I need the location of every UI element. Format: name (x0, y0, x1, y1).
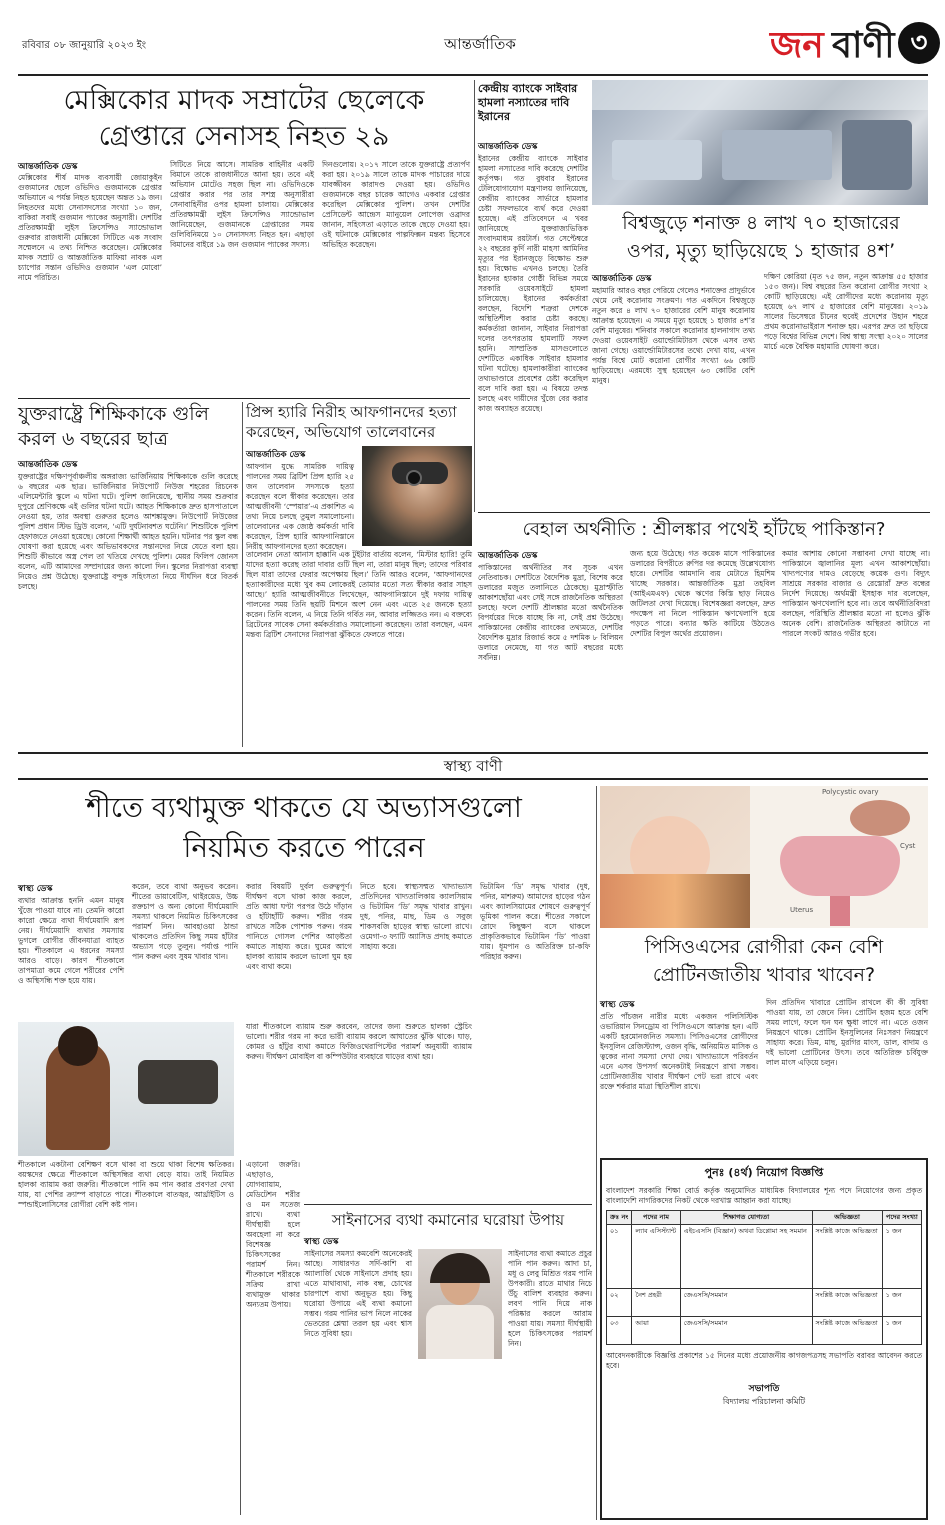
cell-serial: ০১ (607, 1224, 632, 1288)
cell-post: আয়া (632, 1316, 680, 1344)
covid-headline-line2: ওপর, মৃত্যু ছাড়িয়েছে ১ হাজার ৪শ’ (626, 240, 896, 262)
pcos-headline-line2: প্রোটিনজাতীয় খাবার খাবেন? (652, 964, 876, 986)
divider-winter-lower (240, 1160, 241, 1515)
sinus-col1: সাইনাসের সমস্যা কমবেশি অনেকেরই আছে। সাধারণত সর্দি-কাশি বা অ্যালার্জি থেকে সাইনাসে প্রদাহ হয়। এতে মাথাব্যথা, নাক বন্ধ, চোখের চারপাশে ব্যথা অনুভূত হয়। কিছু ঘরোয়া উপায়ে এই ব্যথা কমানো সম্ভব। গরম পানির ভাপ নিলে নাকের ভেতরের শ্লেষ্মা তরল হয় এবং শ্বাস নিতে সুবিধা হয়। (304, 1249, 412, 1338)
sinus-photo (418, 1249, 502, 1359)
mexico-col2: সিটিতে নিয়ে আসে। সামরিক বাহিনীর একটি বিমানে তাকে রাজধানীতে আনা হয়। তবে এই অভিযান মোটেও সহজ ছিল না। ওভিদিওকে গ্রেপ্তার করার পর তার সশস্ত্র অনুসারীরা সেনাবাহিনীর ওপর হামলা চালায়। মেক্সিকোর প্রতিরক্ষামন্ত্রী লুইস ক্রিসেন্সিও স্যান্ডোভাল জানিয়েছেন, গুজমানকে গ্রেপ্তারের সময় গুলিবিনিময়ে ১০ সেনাসদস্য নিহত হন। এছাড়া বিমানের বাইরে ১৯ জন গুজমান প্যাকের সদস্য। (170, 160, 314, 249)
cell-serial: ০৩ (607, 1316, 632, 1344)
winter-headline-line1: শীতে ব্যথামুক্ত থাকতে যে অভ্যাসগুলো (86, 791, 522, 824)
harry-headline: প্রিন্স হ্যারি নিরীহ আফগানদের হত্যা করেছেন, অভিযোগ তালেবানের (246, 403, 457, 441)
article-winter (18, 786, 590, 1156)
pakistan-headline: বেহাল অর্থনীতি : শ্রীলঙ্কার পথেই হাঁটছে পাকিস্তান? (522, 519, 886, 540)
label-cyst: Cyst (900, 842, 916, 850)
covid-desk: আন্তর্জাতিক ডেস্ক (592, 274, 652, 284)
winter-woman-photo (18, 1022, 234, 1156)
health-banner-title: স্বাস্থ্য বাণী (443, 757, 503, 775)
cell-post: ল্যাব এসিস্ট্যান্ট (632, 1224, 680, 1288)
sinus-desk: স্বাস্থ্য ডেস্ক (304, 1237, 339, 1247)
page-number-badge (898, 22, 940, 64)
pcos-illustration (600, 786, 928, 928)
pcos-desk: স্বাস্থ্য ডেস্ক (600, 1000, 635, 1010)
notice-header-count: পদের সংখ্যা (882, 1211, 921, 1225)
masthead-section: আন্তর্জাতিক (444, 35, 516, 53)
winter-lower-col3: এড়ানো জরুরি। এছাড়াও, যোগব্যায়াম, মেডিটেশন শরীর ও মন সতেজ রাখে। ব্যথা দীর্ঘস্থায়ী হলে অবহেলা না করে বিশেষজ্ঞ চিকিৎসকের পরামর্শ নিন। শীতকালে শরীরকে সক্রিয় রাখা ব্যথামুক্ত থাকার অন্যতম উপায়। (246, 1160, 300, 1309)
cell-count: ১ জন (882, 1288, 921, 1316)
notice-intro: বাংলাদেশ সরকারি শিক্ষা বোর্ড কর্তৃক অনুমোদিত মাধ্যমিক বিদ্যালয়ের শূন্য পদে নিয়োগের জন্য প্রকৃত বাংলাদেশি নাগরিকদের নিকট থেকে দরখাস্ত আহ্বান করা যাচ্ছে। (606, 1186, 922, 1205)
pcos-col2: দিন প্রতিদিন খাবারে প্রোটিন রাখলে কী কী সুবিধা পাওয়া যায়, তা জেনে নিন। প্রোটিন হজম হতে বেশি সময় লাগে, ফলে ঘন ঘন ক্ষুধা লাগে না। এতে ওজন নিয়ন্ত্রণে থাকে। প্রোটিন ইনসুলিনের নিঃসরণ নিয়ন্ত্রণে সাহায্য করে। ডিম, মাছ, মুরগির মাংস, ডাল, বাদাম ও দই ভালো প্রোটিনের উৎস। তবে অতিরিক্ত চর্বিযুক্ত লাল মাংস এড়িয়ে চলুন। (766, 998, 928, 1067)
harry-col1: আফগান যুদ্ধে সামরিক দায়িত্ব পালনের সময় ব্রিটিশ প্রিন্স হ্যারি ২৫ জন তালেবান সদস্যকে হত্যা করেছেন বলে স্বীকার করেছেন। তার আত্মজীবনী ‘স্পেয়ার’-এ প্রকাশিত এ তথ্য নিয়ে চলছে তুমুল সমালোচনা। তালেবানের এক জ্যেষ্ঠ কর্মকর্তা দাবি করেছেন, প্রিন্স হ্যারি আফগানিস্তানে নিরীহ আফগানদের হত্যা করেছেন। (246, 462, 354, 551)
notice-header-qualification: শিক্ষাগত যোগ্যতা (680, 1211, 812, 1225)
cell-post: নৈশ প্রহরী (632, 1288, 680, 1316)
table-row (607, 1288, 922, 1316)
divider-mexico-bottom (18, 398, 470, 399)
mexico-headline-line1: মেক্সিকোর মাদক সম্রাটের ছেলেকে (63, 85, 425, 116)
mexico-headline-line2: গ্রেপ্তারে সেনাসহ নিহত ২৯ (98, 121, 390, 152)
harry-desk: আন্তর্জাতিক ডেস্ক (246, 450, 306, 460)
table-row (607, 1224, 922, 1288)
covid-headline-line1: বিশ্বজুড়ে শনাক্ত ৪ লাখ ৭০ হাজারের (622, 212, 900, 234)
masthead-date: রবিবার ০৮ জানুয়ারি ২০২৩ ইং (22, 40, 147, 51)
winter-lower-col2: যারা শীতকালে ব্যায়াম শুরু করবেন, তাদের জন্য শুরুতে হালকা স্ট্রেচিং ভালো। শরীর গরম না করে ভারী ব্যায়াম করলে আঘাতের ঝুঁকি থাকে। ঘাড়, কোমর ও হাঁটুর ব্যথা কমাতে ফিজিওথেরাপিস্টের পরামর্শ অনুযায়ী ব্যায়াম করুন। দীর্ঘক্ষণ মোবাইল বা কম্পিউটার ব্যবহারে ঘাড়ের ব্যথা হয়। (246, 1022, 472, 1061)
notice-footer: আবেদনকারীকে বিজ্ঞপ্তি প্রকাশের ১৫ দিনের মধ্যে প্রয়োজনীয় কাগজপত্রসহ সভাপতি বরাবর আবেদন করতে হবে। (606, 1350, 922, 1370)
pcos-col1: প্রতি পাঁচজন নারীর মধ্যে একজন পলিসিস্টিক ওভারিয়ান সিনড্রোম বা পিসিওএসে আক্রান্ত হন। এটি একটি হরমোনজনিত সমস্যা। পিসিওএসের রোগীদের ইনসুলিন রেজিস্ট্যান্স, ওজন বৃদ্ধি, অনিয়মিত মাসিক ও ত্বকের নানা সমস্যা দেখা দেয়। খাদ্যাভ্যাসে পরিবর্তন এনে এসব উপসর্গ অনেকটাই নিয়ন্ত্রণে রাখা সম্ভব। প্রোটিনজাতীয় খাবার দীর্ঘক্ষণ পেট ভরা রাখে এবং রক্তে শর্করার মাত্রা স্থিতিশীল রাখে। (600, 1012, 758, 1091)
article-mexico (18, 80, 470, 398)
usa-headline: যুক্তরাষ্ট্রে শিক্ষিকাকে গুলি করল ৬ বছরের ছাত্র (18, 403, 209, 450)
article-usa (18, 402, 238, 747)
winter-col4: নিতে হবে। স্বাস্থ্যসম্মত খাদ্যাভ্যাস প্রতিদিনের খাদ্যতালিকায় ক্যালসিয়াম ও ভিটামিন ‘ডি’ সমৃদ্ধ খাবার রাখুন। দুধ, পনির, মাছ, ডিম ও সবুজ শাকসবজি হাড়ের স্বাস্থ্য ভালো রাখে। ওমেগা-৩ ফ্যাটি অ্যাসিড প্রদাহ কমাতে সাহায্য করে। (360, 882, 472, 951)
winter-lower-col1: শীতকালে একটানা বেশিক্ষণ বসে থাকা বা শুয়ে থাকা বিশেষ ক্ষতিকর। বয়স্কদের ক্ষেত্রে শীতকালে অস্থিসন্ধির ব্যথা বেড়ে যায়। তাই নিয়মিত হালকা ব্যায়াম করা জরুরি। শীতকালে পানি কম পান করার প্রবণতা দেখা যায়, যা পেশির ক্র্যাম্প বাড়াতে পারে। শীতকালে বাতজ্বর, আর্থ্রাইটিস ও স্পন্ডাইলোসিসের রোগীরা বেশি কষ্ট পান। (18, 1160, 234, 1209)
divider-usa-harry (242, 402, 243, 747)
notice-header-serial: ক্রঃ নং (607, 1211, 632, 1225)
sinus-headline: সাইনাসের ব্যথা কমানোর ঘরোয়া উপায় (331, 1211, 565, 1229)
logo-text-part2: বাণী (832, 25, 895, 66)
article-pcos (600, 932, 928, 1154)
masthead (0, 0, 945, 80)
masthead-rule (18, 74, 928, 76)
divider-vertical (474, 80, 475, 512)
mexico-col1: মেক্সিকোর শীর্ষ মাদক ব্যবসায়ী জোয়াকুইন গুজমানের ছেলে ওভিদিও গুজমানকে গ্রেপ্তার অভিযানে এ পর্যন্ত নিহত হয়েছেন অন্তত ১৯ জন। নিহতদের মধ্যে সেনাসদস্যের সংখ্যা ১০ জন, বাকিরা সবাই গুজমান প্যাকের অনুসারী। দেশটির প্রতিরক্ষামন্ত্রী লুইস ক্রিসেন্সিও স্যান্ডোভাল গুরুবার রাজধানী মেক্সিকো সিটিতে এক সংবাদ সম্মেলনে এ তথ্য নিশ্চিত করেছেন। মেক্সিকোর মাদক সম্রাট ও আন্তর্জাতিক মাফিয়া নাবক এল চ্যাপোর সন্তান ওভিদিও গুজমান ‘এল মোবো’ নামে পরিচিত। (18, 173, 162, 282)
masthead-logo (770, 18, 945, 70)
hospital-photo (592, 80, 928, 205)
sinus-col2: সাইনাসের ব্যথা কমাতে প্রচুর পানি পান করুন। আদা চা, মধু ও লেবু মিশ্রিত গরম পানি উপকারী। রাতে মাথার নিচে উঁচু বালিশ ব্যবহার করুন। লবণ পানি দিয়ে নাক পরিষ্কার করলে আরাম পাওয়া যায়। সমস্যা দীর্ঘস্থায়ী হলে চিকিৎসকের পরামর্শ নিন। (508, 1249, 592, 1348)
cell-experience: সংশ্লিষ্ট কাজে অভিজ্ঞতা (812, 1316, 882, 1344)
cell-qualification: জেএসসি/সমমান (680, 1288, 812, 1316)
notice-school: বিদ্যালয় পরিচালনা কমিটি (722, 1396, 806, 1406)
article-covid (592, 208, 930, 508)
mexico-col3: দিনগুলোয়। ২০১৭ সালে তাকে যুক্তরাষ্ট্রে প্রত্যর্পণ করা হয়। ২০১৯ সালে তাকে মাদক পাচারের দায়ে যাবজ্জীবন কারাদণ্ড দেওয়া হয়। ওভিদিও গুজমানকে বছর চারেক আগেও একবার গ্রেপ্তার করেছিল মেক্সিকোর পুলিশ। তখন দেশটির প্রেসিডেন্ট আন্দ্রেস ম্যানুয়েল লোপেজ ওব্রাদর জানান, সহিংসতা এড়াতে তাকে ছেড়ে দেওয়া হয়। ওই ঘটনাকে মেক্সিকোর পাল্পফিক্সন মন্তব্য হিসেবে অভিহিত করেছেন। (322, 160, 470, 249)
usa-body: যুক্তরাষ্ট্রের দক্ষিণপূর্বাঞ্চলীয় অঙ্গরাজ্য ভার্জিনিয়ায় শিক্ষিকাকে গুলি করেছে ৬ বছরের এক ছাত্র। ভার্জিনিয়ার নিউপোর্ট নিউজ শহরের রিচনেক এলিমেন্টারি স্কুলে এ ঘটনা ঘটে। পুলিশ জানিয়েছে, স্থানীয় সময় শুক্রবার দুপুরে শ্রেণিকক্ষে এই গুলির ঘটনা ঘটে। আহত শিক্ষিকাকে দ্রুত হাসপাতালে নেওয়া হয়, তার অবস্থা গুরুতর হলেও আশঙ্কামুক্ত। নিউপোর্ট নিউজের পুলিশ প্রধান স্টিভ ড্রিউ বলেন, ‘এটি দুর্ঘটনাবশত ঘটেনি।’ শিশুটিকে পুলিশ হেফাজতে নেওয়া হয়েছে। কোনো শিক্ষার্থী আহত হয়নি। ঘটনার পর স্কুল বন্ধ ঘোষণা করা হয়েছে এবং অভিভাবকদের সন্তানদের নিয়ে যেতে বলা হয়। শিশুটি কীভাবে অস্ত্র পেল তা খতিয়ে দেখছে পুলিশ। মেয়র ফিলিপ জোনস বলেন, এটি আমাদের সম্প্রদায়ের জন্য কালো দিন। স্কুলের নিরাপত্তা ব্যবস্থা নিয়েও প্রশ্ন উঠেছে। যুক্তরাষ্ট্রে বন্দুক সহিংসতা নিয়ে দীর্ঘদিন ধরে বিতর্ক চলছে। (18, 472, 238, 591)
cyber-headline: কেন্দ্রীয় ব্যাংকে সাইবার হামলা নস্যাতের দাবি ইরানের (478, 82, 578, 123)
notice-title: পুনঃ (৪র্থ) নিয়োগ বিজ্ঞপ্তি (704, 1166, 824, 1179)
winter-col3: করার বিষয়টি দুর্বল গুরুত্বপূর্ণ। দীর্ঘক্ষণ বসে থাকা কাজ করলে, প্রতি আধা ঘণ্টা পরপর উঠে দাঁড়ান ও হাঁটাহাঁটি করুন। শরীর গরম রাখতে সঠিক পোশাক পরুন। গরম পানিতে গোসল পেশির আড়ষ্টতা কমাতে সাহায্য করে। ঘুমের আগে হালকা ব্যায়াম করলে ভালো ঘুম হয় এবং ব্যথা কমে। (246, 882, 352, 971)
notice-signer: সভাপতি (748, 1383, 780, 1394)
prince-harry-photo (362, 446, 472, 546)
winter-headline-line2: নিয়মিত করতে পারেন (183, 831, 425, 864)
table-row (607, 1316, 922, 1344)
health-banner (18, 752, 928, 780)
cyber-body: ইরানের কেন্দ্রীয় ব্যাংকে সাইবার হামলা নস্যাতের দাবি করেছে দেশটির কর্তৃপক্ষ। গত বুধবার ইরানের টেলিযোগাযোগ মন্ত্রণালয় জানিয়েছে, কেন্দ্রীয় ব্যাংকের সার্ভারে হামলার চেষ্টা সফলভাবে ব্যর্থ করে দেওয়া হয়েছে। এই প্রতিবেদনে এ খবর জানিয়েছে যুক্তরাজ্যভিত্তিক সংবাদমাধ্যম রয়টার্স। গত সেপ্টেম্বরে ২২ বছরের কুর্দি নারী মাহসা আমিনির মৃত্যুর পর ইরানজুড়ে বিক্ষোভ শুরু হয়। বিক্ষোভ এখনও চলছে। তৈরি ইরানের হ্যাকার গোষ্ঠী বিভিন্ন সময়ে সরকারি ওয়েবসাইটে হামলা চালিয়েছে। ইরানের কর্মকর্তারা বলছেন, বিদেশি শত্রুরা দেশকে অস্থিতিশীল করার চেষ্টা করছে। কর্মকর্তারা জানান, সাইবার নিরাপত্তা দলের তৎপরতায় হামলাটি সফল হয়নি। সাম্প্রতিক মাসগুলোতে দেশটিতে একাধিক সাইবার হামলার ঘটনা ঘটেছে। হামলাকারীরা ব্যাংকের তথ্যভাণ্ডারে প্রবেশের চেষ্টা করেছিল বলে দাবি করা হয়। এ বিষয়ে তদন্ত চলছে এবং দায়ীদের খুঁজে বের করার কাজ অব্যাহত রয়েছে। (478, 154, 588, 413)
job-notice (600, 1158, 928, 1520)
page-number: ৩ (910, 28, 928, 58)
mexico-desk: আন্তর্জাতিক ডেস্ক (18, 162, 78, 172)
label-uterus: Uterus (790, 906, 814, 914)
article-harry (246, 402, 472, 747)
winter-desk: স্বাস্থ্য ডেস্ক (18, 884, 53, 894)
pakistan-col1: পাকিস্তানের অর্থনীতির সব সূচক এখন নেতিবাচক। দেশটিতে বৈদেশিক মুদ্রা, বিশেষ করে ডলারের মজুত তলানিতে ঠেকেছে। মুদ্রাস্ফীতি আকাশছোঁয়া এবং সেই সঙ্গে রাজনৈতিক অস্থিরতা চলছে। ফলে দেশটি শ্রীলঙ্কার মতো অর্থনৈতিক বিপর্যয়ের দিকে যাচ্ছে কি না, সেই প্রশ্ন উঠেছে। পাকিস্তানের কেন্দ্রীয় ব্যাংকের তথ্যমতে, দেশটির বৈদেশিক মুদ্রার রিজার্ভ কমে ৫ দশমিক ৮ বিলিয়ন ডলারে নেমেছে, যা গত আট বছরের মধ্যে সর্বনিম্ন। (478, 563, 623, 662)
notice-table (606, 1210, 922, 1345)
cell-serial: ০২ (607, 1288, 632, 1316)
cyber-desk: আন্তর্জাতিক ডেস্ক (478, 142, 538, 152)
cell-experience: সংশ্লিষ্ট কাজে অভিজ্ঞতা (812, 1288, 882, 1316)
pcos-headline-line1: পিসিওএসের রোগীরা কেন বেশি (644, 936, 884, 958)
logo-text-part1: জন (770, 25, 824, 66)
divider-winter-pcos (596, 786, 597, 1520)
cell-count: ১ জন (882, 1316, 921, 1344)
cell-experience: সংশ্লিষ্ট কাজে অভিজ্ঞতা (812, 1224, 882, 1288)
covid-col2: দক্ষিণ কোরিয়া (মৃত ৭৫ জন, নতুন আক্রান্ত ৫৫ হাজার ১৫৩ জন)। বিশ্ব বছরের তিন করোনা রোগীর সংখ্যা ২ কোটি ছাড়িয়েছে। এই রোগীদের মধ্যে করোনায় মৃত্যু হয়েছে ৬৭ লাখ ৫ হাজারের বেশি মানুষের। ২০১৯ সালের ডিসেম্বরে চীনের হুবেই প্রদেশের উহান শহরে প্রথম করোনাভাইরাস শনাক্ত হয়। এরপর দ্রুত তা ছড়িয়ে পড়ে বিশ্বের বিভিন্ন দেশে। বিশ্ব স্বাস্থ্য সংস্থা ২০২০ সালের মার্চে একে বৈশ্বিক মহামারি ঘোষণা করে। (764, 272, 928, 351)
pakistan-desk: আন্তর্জাতিক ডেস্ক (478, 551, 538, 561)
cell-qualification: জেএসসি/সমমান (680, 1316, 812, 1344)
cell-count: ১ জন (882, 1224, 921, 1288)
article-pakistan (478, 515, 930, 747)
notice-header-experience: অভিজ্ঞতা (812, 1211, 882, 1225)
usa-desk: আন্তর্জাতিক ডেস্ক (18, 460, 78, 470)
winter-col2: করেন, তবে ব্যথা অনুভব করেন। শীতের ডায়াবেটিস, থাইরয়েড, উচ্চ রক্তচাপ ও অন্য কোনো দীর্ঘমেয়াদি সমস্যা থাকলে নিয়মিত চিকিৎসকের পরামর্শ নিন। আবহাওয়া ঠান্ডা থাকলেও প্রতিদিন কিছু সময় হাঁটার অভ্যাস গড়ে তুলুন। পর্যাপ্ত পানি পান করুন এবং সুষম খাবার খান। (132, 882, 238, 961)
harry-col2: তালেবান নেতা আনাস হাক্কানি এক টুইটার বার্তায় বলেন, ‘মিস্টার হ্যারি! তুমি যাদের হত্যা করেছ তারা দাবার গুটি ছিল না, তারা মানুষ ছিল; তাদের পরিবার ছিল যারা তাদের ফেরার অপেক্ষায় ছিল।’ তিনি আরও বলেন, ‘আফগানদের হত্যাকারীদের মধ্যে খুব কম লোকেরই তোমার মতো সত্য স্বীকার করার সাহস আছে।’ হ্যারি আত্মজীবনীতে লিখেছেন, আফগানিস্তানে দুই দফায় দায়িত্ব পালনের সময় তিনি ছয়টি মিশনে অংশ নেন এবং এতে ২৫ জনকে হত্যা করেন। তিনি বলেন, এ নিয়ে তিনি গর্বিত নন, আবার লজ্জিতও নন। এ বক্তব্যে ব্রিটেনের সাবেক সেনা কর্মকর্তারাও সমালোচনা করেছেন। তারা বলছেন, এমন মন্তব্য ব্রিটিশ সেনাদের নিরাপত্তা ঝুঁকিতে ফেলতে পারে। (246, 550, 472, 639)
winter-col5: ভিটামিন ‘ডি’ সমৃদ্ধ খাবার (দুধ, পনির, মাশরুম) আমাদের হাড়ের গঠন এবং ক্যালসিয়ামের শোষণে গুরুত্বপূর্ণ ভূমিকা পালন করে। শীতের সকালে রোদে কিছুক্ষণ বসে থাকলে প্রাকৃতিকভাবে ভিটামিন ‘ডি’ পাওয়া যায়। ধূমপান ও অতিরিক্ত চা-কফি পরিহার করুন। (480, 882, 590, 961)
covid-col1: মহামারি আরও বছর পেরিয়ে গেলেও শনাক্তের প্রাদুর্ভাবে থেমে নেই করোনায় সংক্রমণ। গত একদিনে বিশ্বজুড়ে নতুন করে ৪ লাখ ৭০ হাজারের বেশি মানুষ করোনায় আক্রান্ত হয়েছেন। এ সময়ে মৃত্যু হয়েছে ১ হাজার ৪শ’র বেশি মানুষের। শনিবার সকালে করোনার হালনাগাদ তথ্য দেওয়া ওয়েবসাইট ওয়ার্ল্ডোমিটারস থেকে এসব তথ্য জানা গেছে। ওয়ার্ল্ডোমিটারসের তথ্যে দেখা যায়, এখন পর্যন্ত বিশ্বে মোট করোনা রোগীর সংখ্যা ৬৬ কোটি ছাড়িয়েছে। এরমধ্যে সুস্থ হয়েছেন ৬৩ কোটির বেশি মানুষ। (592, 286, 755, 385)
divider-covid-bottom (478, 512, 930, 513)
label-polycystic-ovary: Polycystic ovary (822, 788, 879, 796)
cell-qualification: এইচএসসি (বিজ্ঞান) অথবা ডিপ্লোমা সহ সমমান (680, 1224, 812, 1288)
notice-header-post: পদের নাম (632, 1211, 680, 1225)
article-sinus (304, 1204, 592, 1522)
article-cyber (478, 80, 588, 512)
pakistan-col2: জন্য হয়ে উঠেছে। গত কয়েক মাসে পাকিস্তানের ডলারের বিপরীতে রুপির দর কমেছে উল্লেখযোগ্য হারে। দেশটির আমদানি ব্যয় মেটাতে হিমশিম খাচ্ছে সরকার। আন্তর্জাতিক মুদ্রা তহবিল (আইএমএফ) থেকে ঋণের কিস্তি ছাড় নিয়েও জটিলতা দেখা দিয়েছে। বিশেষজ্ঞরা বলছেন, দ্রুত পদক্ষেপ না নিলে পাকিস্তান ঋণখেলাপি হয়ে পড়তে পারে। বন্যার ক্ষতি কাটিয়ে উঠতেও দেশটির বিপুল অর্থের প্রয়োজন। (630, 549, 775, 638)
winter-col1: ব্যথার আক্রান্ত হননি এমন মানুষ খুঁজে পাওয়া যাবে না। তেমনি কারো কারো ক্ষেত্রে ব্যথা দীর্ঘমেয়াদি রূপ নেয়। দীর্ঘমেয়াদি ব্যথার সমস্যায় ভুগলে রোগীর জীবনযাত্রা ব্যাহত হয়। শীতকালে এ ধরনের সমস্যা আরও বাড়ে। কারণ শীতকালে তাপমাত্রা কমে গেলে শরীরের পেশি ও অস্থিসন্ধি শক্ত হয়ে যায়। (18, 896, 124, 985)
pakistan-col3: কমার আশায় কোনো সম্ভাবনা দেখা যাচ্ছে না। পাকিস্তানে জ্বালানির মূল্য এখন আকাশছোঁয়া। খাদ্যপণ্যের দামও বেড়েছে কয়েক গুণ। বিদ্যুৎ সাশ্রয়ে সরকার বাজার ও রেস্তোরাঁ দ্রুত বন্ধের নির্দেশ দিয়েছে। অর্থমন্ত্রী ইসহাক দার বলেছেন, পাকিস্তান ঋণখেলাপি হবে না। তবে অর্থনীতিবিদরা বলছেন, পরিস্থিতি শ্রীলঙ্কার মতো না হলেও ঝুঁকি অনেক বেশি। রাজনৈতিক অস্থিরতা কাটাতে না পারলে সংকট আরও গভীর হবে। (782, 549, 930, 638)
